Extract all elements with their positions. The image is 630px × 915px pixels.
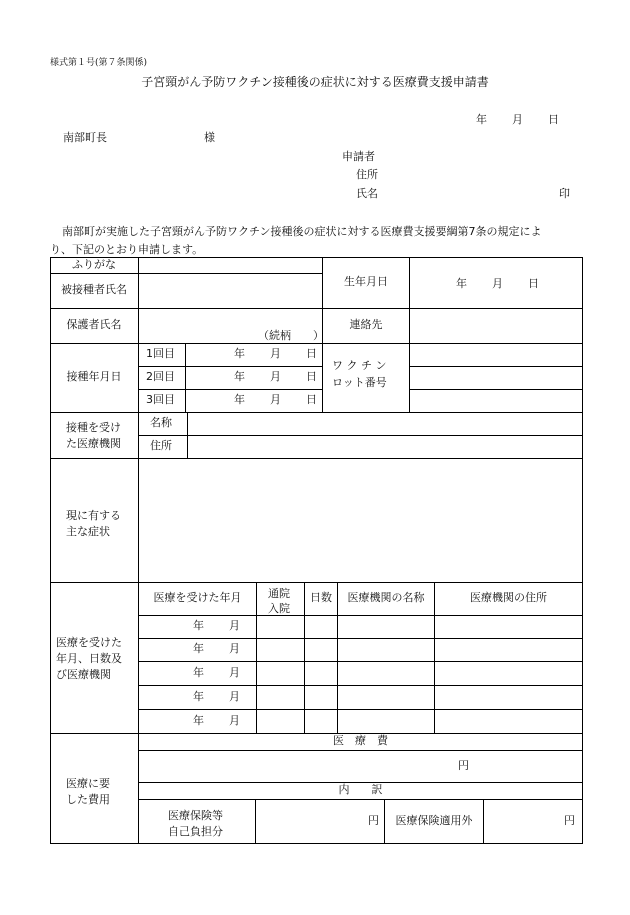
treatment-label-1: 医療を受けた	[56, 636, 122, 649]
dose-2-month: 月	[270, 370, 281, 384]
cost-label-1: 医療に要	[66, 777, 110, 790]
insured-label-2: 自己負担分	[168, 825, 223, 838]
dose-1-month: 月	[270, 347, 281, 361]
symptoms-label-1: 現に有する	[66, 509, 121, 522]
lot-number-label-1: ワ ク チ ン	[332, 359, 387, 372]
seal-mark: 印	[559, 187, 570, 200]
vaccination-date-label: 接種年月日	[66, 370, 122, 384]
treat-row-1-year: 年	[193, 619, 204, 633]
relation-label: （続柄 ）	[258, 329, 324, 342]
guardian-name-label: 保護者氏名	[66, 318, 122, 332]
treat-row-2-month: 月	[229, 642, 240, 656]
uninsured-yen: 円	[564, 814, 575, 828]
dose-3-label: 3回目	[146, 393, 175, 407]
dose-3-year: 年	[234, 393, 245, 407]
body-line-2: り、下記のとおり申請します。	[50, 243, 204, 256]
application-form-table	[50, 257, 583, 844]
institution-label-1: 接種を受け	[66, 421, 121, 434]
patient-name-label: 被接種者氏名	[61, 283, 127, 297]
date-year: 年	[476, 113, 487, 126]
patient-name-field[interactable]	[139, 274, 321, 308]
lot-number-label-2: ロット番号	[332, 376, 387, 389]
form-number: 様式第１号(第７条関係)	[50, 58, 148, 68]
treat-row-5-month: 月	[229, 713, 240, 727]
insured-yen: 円	[368, 814, 379, 828]
name-label: 氏名	[356, 187, 378, 200]
treat-row-2-year: 年	[193, 642, 204, 656]
birth-year: 年	[456, 277, 467, 290]
date-day: 日	[548, 113, 559, 126]
cost-label-2: した費用	[66, 793, 110, 806]
col-days: 日数	[310, 591, 332, 605]
symptoms-label-2: 主な症状	[66, 525, 110, 538]
date-month: 月	[512, 113, 523, 126]
dose-2-year: 年	[234, 370, 245, 384]
treat-row-4-year: 年	[193, 689, 204, 703]
applicant-label: 申請者	[342, 150, 375, 163]
breakdown-header: 内 訳	[338, 783, 383, 797]
contact-field[interactable]	[410, 309, 582, 343]
dose-3-day: 日	[306, 393, 317, 407]
institution-address-label: 住所	[150, 439, 172, 453]
dose-1-day: 日	[306, 347, 317, 361]
addressee: 南部町長	[63, 131, 107, 144]
institution-label-2: た医療機関	[66, 437, 121, 450]
col-institution-address: 医療機関の住所	[470, 591, 547, 605]
medical-cost-header: 医 療 費	[333, 734, 388, 748]
dose-1-label: 1回目	[146, 347, 175, 361]
document-title: 子宮頸がん予防ワクチン接種後の症状に対する医療費支援申請書	[141, 75, 489, 89]
col-outpatient: 通院	[268, 587, 290, 600]
treat-row-1-month: 月	[229, 619, 240, 633]
col-inpatient: 入院	[268, 602, 290, 615]
dose-1-year: 年	[234, 347, 245, 361]
birth-date-label: 生年月日	[344, 275, 388, 289]
body-line-1: 南部町が実施した子宮頸がん予防ワクチン接種後の症状に対する医療費支援要綱第7条の規定によ	[62, 225, 542, 238]
honorific: 様	[204, 131, 215, 144]
dose-2-label: 2回目	[146, 370, 175, 384]
treat-row-4-month: 月	[229, 689, 240, 703]
treatment-label-2: 年月、日数及	[56, 652, 122, 665]
address-label: 住所	[356, 168, 378, 181]
treat-row-3-year: 年	[193, 665, 204, 679]
contact-label: 連絡先	[349, 318, 383, 332]
birth-day: 日	[528, 277, 539, 290]
insured-label-1: 医療保険等	[168, 809, 223, 822]
furigana-label: ふりがな	[72, 257, 116, 271]
medical-cost-yen: 円	[458, 759, 469, 773]
birth-month: 月	[492, 277, 503, 290]
treat-row-3-month: 月	[229, 665, 240, 679]
dose-3-month: 月	[270, 393, 281, 407]
treat-row-5-year: 年	[193, 713, 204, 727]
col-treatment-month: 医療を受けた年月	[153, 591, 242, 605]
uninsured-label: 医療保険適用外	[395, 814, 473, 828]
furigana-field[interactable]	[139, 258, 321, 273]
symptoms-field[interactable]	[139, 459, 582, 582]
treatment-label-3: び医療機関	[56, 668, 111, 681]
dose-2-day: 日	[306, 370, 317, 384]
col-institution-name: 医療機関の名称	[347, 591, 425, 605]
institution-name-label: 名称	[150, 416, 172, 430]
